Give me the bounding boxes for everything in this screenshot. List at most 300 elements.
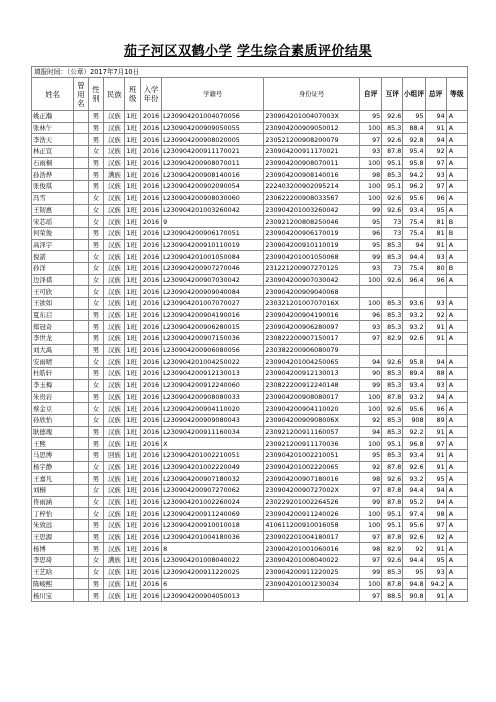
gender-cell: 女 <box>88 508 104 520</box>
table-row <box>32 146 468 158</box>
grade-cell: A <box>446 134 467 146</box>
name-cell: 孙欣怡 <box>32 414 74 426</box>
name-cell: 王韧惠 <box>32 204 74 216</box>
class-cell: 1班 <box>125 111 141 123</box>
ethnicity-cell: 汉族 <box>104 216 125 228</box>
header-name: 姓名 <box>32 78 74 111</box>
total-cell: 94 <box>425 134 446 146</box>
name-cell: 孙浩烨 <box>32 169 74 181</box>
ethnicity-cell: 汉族 <box>104 590 125 602</box>
entry-year-cell: 2016 <box>140 274 161 286</box>
table-row <box>32 403 468 415</box>
self-eval-cell: 98 <box>359 473 381 485</box>
self-eval-cell: 99 <box>359 566 381 578</box>
former-name-cell <box>74 146 88 158</box>
id-number-cell: 23090420090908006X <box>264 414 360 426</box>
header-gender: 性别 <box>88 78 104 111</box>
group-eval-cell: 96.2 <box>403 181 425 193</box>
table-row <box>32 531 468 543</box>
entry-year-cell: 2016 <box>140 473 161 485</box>
former-name-cell <box>74 286 88 298</box>
peer-eval-cell: 73 <box>382 262 403 274</box>
entry-year-cell: 2016 <box>140 461 161 473</box>
grade-cell <box>446 344 467 356</box>
header-entry-year: 入学年份 <box>140 78 161 111</box>
student-id-cell: L230904200904050013 <box>162 590 264 602</box>
id-number-cell: 230904200908080017 <box>264 391 360 403</box>
total-cell: 94 <box>425 496 446 508</box>
id-number-cell: 230904200911170021 <box>264 146 360 158</box>
table-row <box>32 239 468 251</box>
class-cell: 1班 <box>125 356 141 368</box>
gender-cell: 女 <box>88 461 104 473</box>
peer-eval-cell: 92.6 <box>382 192 403 204</box>
table-row <box>32 438 468 450</box>
total-cell: 91 <box>425 239 446 251</box>
self-eval-cell: 92 <box>359 461 381 473</box>
ethnicity-cell: 汉族 <box>104 122 125 134</box>
class-cell: 1班 <box>125 368 141 380</box>
self-eval-cell: 94 <box>359 356 381 368</box>
total-cell: 93 <box>425 169 446 181</box>
student-id-cell: 8 <box>162 543 264 555</box>
class-cell: 1班 <box>125 543 141 555</box>
gender-cell: 男 <box>88 333 104 345</box>
total-cell: 94 <box>425 391 446 403</box>
total-cell: 94 <box>425 485 446 497</box>
gender-cell: 女 <box>88 566 104 578</box>
student-id-cell: L230904201002210051 <box>162 449 264 461</box>
student-id-cell: L230904200911170021 <box>162 146 264 158</box>
fill-time-row <box>32 67 468 78</box>
class-cell: 1班 <box>125 449 141 461</box>
table-row <box>32 262 468 274</box>
student-id-cell: L230904200904190016 <box>162 309 264 321</box>
group-eval-cell: 95 <box>403 111 425 123</box>
entry-year-cell: 2016 <box>140 531 161 543</box>
former-name-cell <box>74 590 88 602</box>
student-id-cell: L230904200906280015 <box>162 321 264 333</box>
student-id-cell: L230904200911160034 <box>162 426 264 438</box>
name-cell: 何荣俊 <box>32 227 74 239</box>
class-cell: 1班 <box>125 531 141 543</box>
total-cell <box>425 344 446 356</box>
entry-year-cell: 2016 <box>140 414 161 426</box>
gender-cell: 男 <box>88 391 104 403</box>
student-id-cell: L230904201004250022 <box>162 356 264 368</box>
self-eval-cell <box>359 344 381 356</box>
group-eval-cell: 89.4 <box>403 368 425 380</box>
gender-cell: 男 <box>88 590 104 602</box>
grade-cell: A <box>446 333 467 345</box>
grade-cell: B <box>446 227 467 239</box>
entry-year-cell: 2016 <box>140 438 161 450</box>
id-number-cell: 231221200907270125 <box>264 262 360 274</box>
name-cell: 王思源 <box>32 531 74 543</box>
total-cell: 93 <box>425 566 446 578</box>
former-name-cell <box>74 251 88 263</box>
table-row <box>32 473 468 485</box>
header-class: 班级 <box>125 78 141 111</box>
student-id-cell: L230904200907270046 <box>162 262 264 274</box>
peer-eval-cell: 87.8 <box>382 146 403 158</box>
id-number-cell: 230921200911170036 <box>264 438 360 450</box>
total-cell: 80 <box>425 262 446 274</box>
self-eval-cell: 100 <box>359 298 381 310</box>
title-suffix: 学生综合素质评价结果 <box>237 44 373 59</box>
name-cell: 蔡金豆 <box>32 403 74 415</box>
peer-eval-cell: 85.3 <box>382 309 403 321</box>
grade-cell: A <box>446 461 467 473</box>
grade-cell: A <box>446 274 467 286</box>
self-eval-cell: 99 <box>359 496 381 508</box>
ethnicity-cell: 满族 <box>104 169 125 181</box>
self-eval-cell: 100 <box>359 157 381 169</box>
total-cell: 94 <box>425 111 446 123</box>
total-cell: 96 <box>425 403 446 415</box>
name-cell: 杨川宝 <box>32 590 74 602</box>
group-eval-cell: 95.8 <box>403 157 425 169</box>
table-row <box>32 227 468 239</box>
table-row <box>32 414 468 426</box>
self-eval-cell: 100 <box>359 122 381 134</box>
id-number-cell: 230904200912130013 <box>264 368 360 380</box>
former-name-cell <box>74 344 88 356</box>
gender-cell: 女 <box>88 555 104 567</box>
name-cell: 安雨晴 <box>32 356 74 368</box>
name-cell: 石雨桐 <box>32 157 74 169</box>
self-eval-cell: 99 <box>359 251 381 263</box>
school-name: 茄子河区双鹤小学 <box>123 44 232 59</box>
ethnicity-cell: 汉族 <box>104 286 125 298</box>
group-eval-cell: 94.4 <box>403 555 425 567</box>
group-eval-cell: 75.4 <box>403 216 425 228</box>
group-eval-cell: 95.8 <box>403 356 425 368</box>
ethnicity-cell: 汉族 <box>104 134 125 146</box>
total-cell: 81 <box>425 216 446 228</box>
table-row <box>32 449 468 461</box>
header-row <box>32 78 468 111</box>
fill-time-cell <box>32 67 468 78</box>
student-id-cell: L230904200909080043 <box>162 414 264 426</box>
table-row <box>32 333 468 345</box>
former-name-cell <box>74 496 88 508</box>
former-name-cell <box>74 426 88 438</box>
peer-eval-cell: 85.3 <box>382 321 403 333</box>
name-cell: 王欲如 <box>32 298 74 310</box>
former-name-cell <box>74 227 88 239</box>
student-id-cell: L230904201002220049 <box>162 461 264 473</box>
entry-year-cell: 2016 <box>140 134 161 146</box>
header-id-number: 身份证号 <box>264 78 360 111</box>
self-eval-cell: 95 <box>359 111 381 123</box>
ethnicity-cell: 汉族 <box>104 192 125 204</box>
self-eval-cell: 97 <box>359 333 381 345</box>
entry-year-cell: 2016 <box>140 520 161 532</box>
class-cell: 1班 <box>125 204 141 216</box>
former-name-cell <box>74 414 88 426</box>
student-id-cell: L230904200908070011 <box>162 157 264 169</box>
group-eval-cell: 93.4 <box>403 204 425 216</box>
total-cell: 88 <box>425 368 446 380</box>
grade-cell: A <box>446 578 467 590</box>
entry-year-cell: 2016 <box>140 227 161 239</box>
gender-cell: 女 <box>88 414 104 426</box>
id-number-cell: 230904200911240026 <box>264 508 360 520</box>
grade-cell: A <box>446 414 467 426</box>
student-id-cell: 9 <box>162 216 264 228</box>
id-number-cell: 230382200906080079 <box>264 344 360 356</box>
student-id-cell: L230904200907180032 <box>162 473 264 485</box>
entry-year-cell: 2016 <box>140 286 161 298</box>
grade-cell: A <box>446 531 467 543</box>
self-eval-cell: 97 <box>359 134 381 146</box>
ethnicity-cell: 汉族 <box>104 251 125 263</box>
self-eval-cell: 96 <box>359 309 381 321</box>
name-cell: 朱贵岩 <box>32 391 74 403</box>
grade-cell: A <box>446 379 467 391</box>
id-number-cell: 230904200909040068 <box>264 286 360 298</box>
total-cell: 96 <box>425 192 446 204</box>
grade-cell: A <box>446 496 467 508</box>
entry-year-cell: 2016 <box>140 449 161 461</box>
class-cell: 1班 <box>125 216 141 228</box>
ethnicity-cell: 汉族 <box>104 321 125 333</box>
name-cell: 陈峻熙 <box>32 578 74 590</box>
self-eval-cell: 100 <box>359 403 381 415</box>
former-name-cell <box>74 578 88 590</box>
table-row <box>32 368 468 380</box>
class-cell: 1班 <box>125 485 141 497</box>
grade-cell: A <box>446 426 467 438</box>
former-name-cell <box>74 134 88 146</box>
peer-eval-cell: 88.5 <box>382 590 403 602</box>
header-total: 总评 <box>425 78 446 111</box>
name-cell: 姚正瀚 <box>32 111 74 123</box>
class-cell: 1班 <box>125 239 141 251</box>
id-number-cell: 230921200911160057 <box>264 426 360 438</box>
class-cell: 1班 <box>125 578 141 590</box>
entry-year-cell: 2016 <box>140 485 161 497</box>
gender-cell: 男 <box>88 227 104 239</box>
fill-time-label: 填报时间： <box>34 68 67 76</box>
group-eval-cell: 75.4 <box>403 227 425 239</box>
total-cell: 94 <box>425 356 446 368</box>
former-name-cell <box>74 403 88 415</box>
total-cell: 93 <box>425 379 446 391</box>
gender-cell: 男 <box>88 309 104 321</box>
ethnicity-cell: 汉族 <box>104 157 125 169</box>
ethnicity-cell: 汉族 <box>104 368 125 380</box>
student-id-cell: L230904201007070027 <box>162 298 264 310</box>
gender-cell: 男 <box>88 578 104 590</box>
class-cell: 1班 <box>125 496 141 508</box>
page-title <box>0 40 496 59</box>
name-cell: 佟雨涵 <box>32 496 74 508</box>
student-id-cell: L230904200907270062 <box>162 485 264 497</box>
peer-eval-cell: 85.3 <box>382 251 403 263</box>
total-cell <box>425 286 446 298</box>
gender-cell: 男 <box>88 134 104 146</box>
ethnicity-cell: 汉族 <box>104 309 125 321</box>
student-id-cell: L230904201004070056 <box>162 111 264 123</box>
entry-year-cell: 2016 <box>140 122 161 134</box>
grade-cell: A <box>446 403 467 415</box>
table-row <box>32 169 468 181</box>
group-eval-cell: 93.2 <box>403 473 425 485</box>
table-row <box>32 379 468 391</box>
ethnicity-cell: 汉族 <box>104 227 125 239</box>
grade-cell: A <box>446 356 467 368</box>
student-id-cell: L230904200909050055 <box>162 122 264 134</box>
peer-eval-cell: 95.1 <box>382 438 403 450</box>
id-number-cell: 230921200808250046 <box>264 216 360 228</box>
group-eval-cell: 94.8 <box>403 578 425 590</box>
gender-cell: 男 <box>88 426 104 438</box>
entry-year-cell: 2016 <box>140 543 161 555</box>
peer-eval-cell: 87.8 <box>382 485 403 497</box>
gender-cell: 男 <box>88 449 104 461</box>
ethnicity-cell: 汉族 <box>104 496 125 508</box>
gender-cell: 女 <box>88 496 104 508</box>
entry-year-cell: 2016 <box>140 239 161 251</box>
self-eval-cell: 93 <box>359 146 381 158</box>
name-cell: 耿德瑰 <box>32 426 74 438</box>
group-eval-cell: 95.6 <box>403 520 425 532</box>
former-name-cell <box>74 356 88 368</box>
class-cell: 1班 <box>125 473 141 485</box>
peer-eval-cell <box>382 344 403 356</box>
total-cell: 97 <box>425 520 446 532</box>
class-cell: 1班 <box>125 309 141 321</box>
ethnicity-cell: 汉族 <box>104 531 125 543</box>
class-cell: 1班 <box>125 566 141 578</box>
ethnicity-cell: 汉族 <box>104 356 125 368</box>
class-cell: 1班 <box>125 146 141 158</box>
name-cell: 李思琦 <box>32 555 74 567</box>
peer-eval-cell: 87.8 <box>382 531 403 543</box>
entry-year-cell: 2016 <box>140 566 161 578</box>
name-cell: 王艺晗 <box>32 566 74 578</box>
class-cell: 1班 <box>125 426 141 438</box>
header-ethnicity: 民族 <box>104 78 125 111</box>
grade-cell: A <box>446 239 467 251</box>
former-name-cell <box>74 111 88 123</box>
self-eval-cell: 100 <box>359 520 381 532</box>
name-cell: 边泽祺 <box>32 274 74 286</box>
grade-cell: A <box>446 192 467 204</box>
student-id-cell: L230904200908140016 <box>162 169 264 181</box>
class-cell: 1班 <box>125 134 141 146</box>
id-number-cell: 230904200907030042 <box>264 274 360 286</box>
ethnicity-cell: 汉族 <box>104 508 125 520</box>
self-eval-cell <box>359 286 381 298</box>
gender-cell: 男 <box>88 368 104 380</box>
group-eval-cell: 93.2 <box>403 391 425 403</box>
student-id-cell: L230904200910010018 <box>162 520 264 532</box>
table-row <box>32 426 468 438</box>
total-cell: 91 <box>425 449 446 461</box>
id-number-cell: 222403200902095214 <box>264 181 360 193</box>
total-cell: 94.2 <box>425 578 446 590</box>
name-cell: 李浩天 <box>32 134 74 146</box>
student-id-cell: L230904200912240060 <box>162 379 264 391</box>
self-eval-cell: 97 <box>359 485 381 497</box>
group-eval-cell: 88.4 <box>403 122 425 134</box>
former-name-cell <box>74 473 88 485</box>
student-id-cell: L230904200910110019 <box>162 239 264 251</box>
class-cell: 1班 <box>125 181 141 193</box>
class-cell: 1班 <box>125 122 141 134</box>
id-number-cell: 230622200908033567 <box>264 192 360 204</box>
name-cell: 张林午 <box>32 122 74 134</box>
entry-year-cell: 2016 <box>140 403 161 415</box>
entry-year-cell: 2016 <box>140 356 161 368</box>
id-number-cell: 23032120100707016X <box>264 298 360 310</box>
class-cell: 1班 <box>125 403 141 415</box>
entry-year-cell: 2016 <box>140 344 161 356</box>
table-row <box>32 578 468 590</box>
id-number-cell: 230902201004180017 <box>264 531 360 543</box>
former-name-cell <box>74 216 88 228</box>
total-cell: 96 <box>425 274 446 286</box>
group-eval-cell: 95 <box>403 566 425 578</box>
total-cell: 92 <box>425 531 446 543</box>
gender-cell: 男 <box>88 111 104 123</box>
class-cell: 1班 <box>125 520 141 532</box>
student-id-cell: X <box>162 438 264 450</box>
name-cell: 李世龙 <box>32 333 74 345</box>
class-cell: 1班 <box>125 321 141 333</box>
id-number-cell: 230904200906170019 <box>264 227 360 239</box>
entry-year-cell: 2016 <box>140 578 161 590</box>
name-cell: 郑冠奇 <box>32 321 74 333</box>
grade-cell: A <box>446 566 467 578</box>
ethnicity-cell: 汉族 <box>104 379 125 391</box>
group-eval-cell: 92.8 <box>403 134 425 146</box>
id-number-cell: 230904200911220025 <box>264 566 360 578</box>
total-cell: 91 <box>425 333 446 345</box>
total-cell: 95 <box>425 204 446 216</box>
entry-year-cell: 2016 <box>140 262 161 274</box>
table-row <box>32 274 468 286</box>
student-id-cell: L230904200902090054 <box>162 181 264 193</box>
group-eval-cell: 94 <box>403 239 425 251</box>
student-id-cell: L230904200912130013 <box>162 368 264 380</box>
gender-cell: 女 <box>88 356 104 368</box>
total-cell: 97 <box>425 181 446 193</box>
total-cell: 95 <box>425 473 446 485</box>
grade-cell: A <box>446 508 467 520</box>
former-name-cell <box>74 461 88 473</box>
group-eval-cell: 92.6 <box>403 531 425 543</box>
gender-cell: 男 <box>88 531 104 543</box>
name-cell: 朱致远 <box>32 520 74 532</box>
self-eval-cell: 95 <box>359 449 381 461</box>
total-cell: 97 <box>425 438 446 450</box>
name-cell: 王可欣 <box>32 286 74 298</box>
table-row <box>32 204 468 216</box>
name-cell: 杜皓轩 <box>32 368 74 380</box>
self-eval-cell: 96 <box>359 227 381 239</box>
grade-cell: A <box>446 157 467 169</box>
name-cell: 杨宇静 <box>32 461 74 473</box>
entry-year-cell: 2016 <box>140 391 161 403</box>
id-number-cell: 230904200904110020 <box>264 403 360 415</box>
entry-year-cell: 2016 <box>140 321 161 333</box>
group-eval-cell: 908 <box>403 414 425 426</box>
table-row <box>32 192 468 204</box>
